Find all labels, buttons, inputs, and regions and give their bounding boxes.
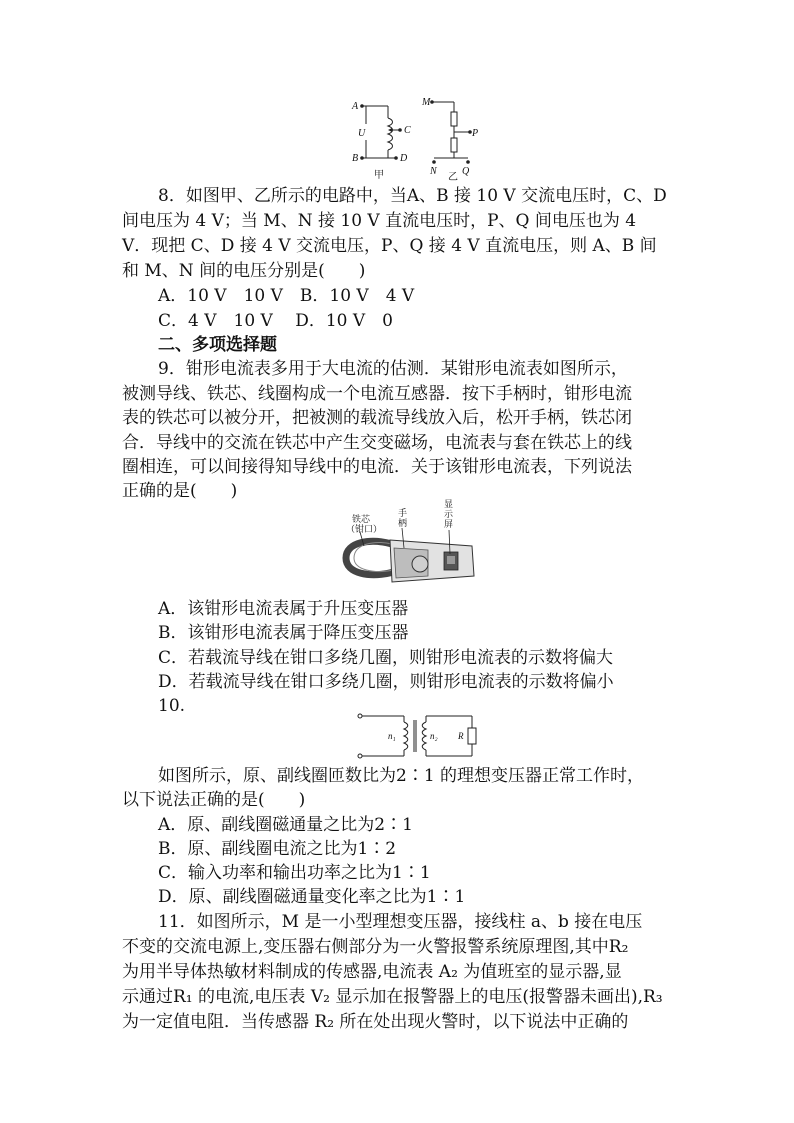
label-u: U: [358, 128, 366, 139]
q9-line-1: 9．钳形电流表多用于大电流的估测．某钳形电流表如图所示，: [158, 359, 628, 379]
q10-option-d: D．原、副线圈磁通量变化率之比为1∶1: [158, 887, 466, 907]
label-jaw: （钳口）: [346, 524, 383, 534]
q8-line-2: 间电压为 4 V；当 M、N 接 10 V 直流电压时，P、Q 间电压也为 4: [122, 211, 637, 231]
transformer-figure: [352, 712, 480, 760]
label-r: R: [458, 731, 464, 741]
q8-line-3: V．现把 C、D 接 4 V 交流电压，P、Q 接 4 V 直流电压，则 A、B 间: [122, 236, 657, 256]
q11-line-2: 不变的交流电源上,变压器右侧部分为一火警报警系统原理图,其中R₂: [122, 937, 629, 957]
q8-options-cd: C．4 V 10 V D．10 V 0: [158, 311, 393, 331]
q9-line-6: 正确的是( ): [122, 481, 238, 501]
label-p: P: [472, 128, 479, 139]
q11-line-1: 11．如图所示，M 是一小型理想变压器，接线柱 a、b 接在电压: [158, 912, 643, 932]
section-heading: 二、多项选择题: [158, 335, 277, 355]
label-d: D: [400, 153, 408, 164]
label-m: M: [422, 97, 431, 108]
label-handle-2: 柄: [398, 518, 408, 528]
q10-option-c: C．输入功率和输出功率之比为1∶1: [158, 863, 431, 883]
q10-number: 10.: [158, 696, 186, 716]
label-n2: n₂: [430, 731, 438, 741]
label-n: N: [430, 166, 437, 177]
q9-line-5: 圈相连，可以间接得知导线中的电流．关于该钳形电流表，下列说法: [122, 457, 632, 477]
q8-line-1: 8．如图甲、乙所示的电路中，当A、B 接 10 V 交流电压时，C、D: [158, 186, 667, 206]
label-b: B: [352, 153, 359, 164]
q11-line-4: 示通过R₁ 的电流,电压表 V₂ 显示加在报警器上的电压(报警器未画出),R₃: [122, 987, 663, 1007]
q9-option-a: A．该钳形电流表属于升压变压器: [158, 599, 409, 619]
label-display-3: 屏: [444, 519, 454, 529]
label-n1: n₁: [388, 731, 396, 741]
q9-line-2: 被测导线、铁芯、线圈构成一个电流互感器．按下手柄时，钳形电流: [122, 384, 632, 404]
q9-line-3: 表的铁芯可以被分开，把被测的载流导线放入后，松开手柄，铁芯闭: [122, 408, 632, 428]
q10-line-2: 以下说法正确的是( ): [122, 790, 306, 810]
label-display-1: 显: [444, 499, 454, 509]
q8-options-ab: A．10 V 10 V B．10 V 4 V: [158, 286, 415, 306]
label-display-2: 示: [444, 509, 454, 519]
label-handle-1: 手: [398, 508, 408, 518]
q8-line-4: 和 M、N 间的电压分别是( ): [122, 261, 366, 281]
q9-option-b: B．该钳形电流表属于降压变压器: [158, 623, 409, 643]
caption-jia: 甲: [374, 170, 384, 181]
q11-line-3: 为用半导体热敏材料制成的传感器,电流表 A₂ 为值班室的显示器,显: [122, 962, 622, 982]
label-c: C: [404, 125, 411, 136]
q11-line-5: 为一定值电阻．当传感器 R₂ 所在处出现火警时，以下说法中正确的: [122, 1012, 629, 1032]
label-core: 铁芯: [352, 514, 371, 524]
clamp-meter-figure: [340, 498, 480, 590]
q10-line-1: 如图所示，原、副线圈匝数比为2∶1 的理想变压器正常工作时，: [158, 766, 645, 786]
q9-line-4: 合．导线中的交流在铁芯中产生交变磁场，电流表与套在铁芯上的线: [122, 433, 632, 453]
q8-circuit-figure: [346, 92, 486, 184]
caption-yi: 乙: [448, 172, 458, 183]
label-a: A: [352, 101, 359, 112]
q10-option-a: A．原、副线圈磁通量之比为2∶1: [158, 815, 413, 835]
label-q: Q: [462, 166, 470, 177]
q9-option-d: D．若载流导线在钳口多绕几圈，则钳形电流表的示数将偏小: [158, 672, 614, 692]
q9-option-c: C．若载流导线在钳口多绕几圈，则钳形电流表的示数将偏大: [158, 648, 614, 668]
q10-option-b: B．原、副线圈电流之比为1∶2: [158, 839, 397, 859]
